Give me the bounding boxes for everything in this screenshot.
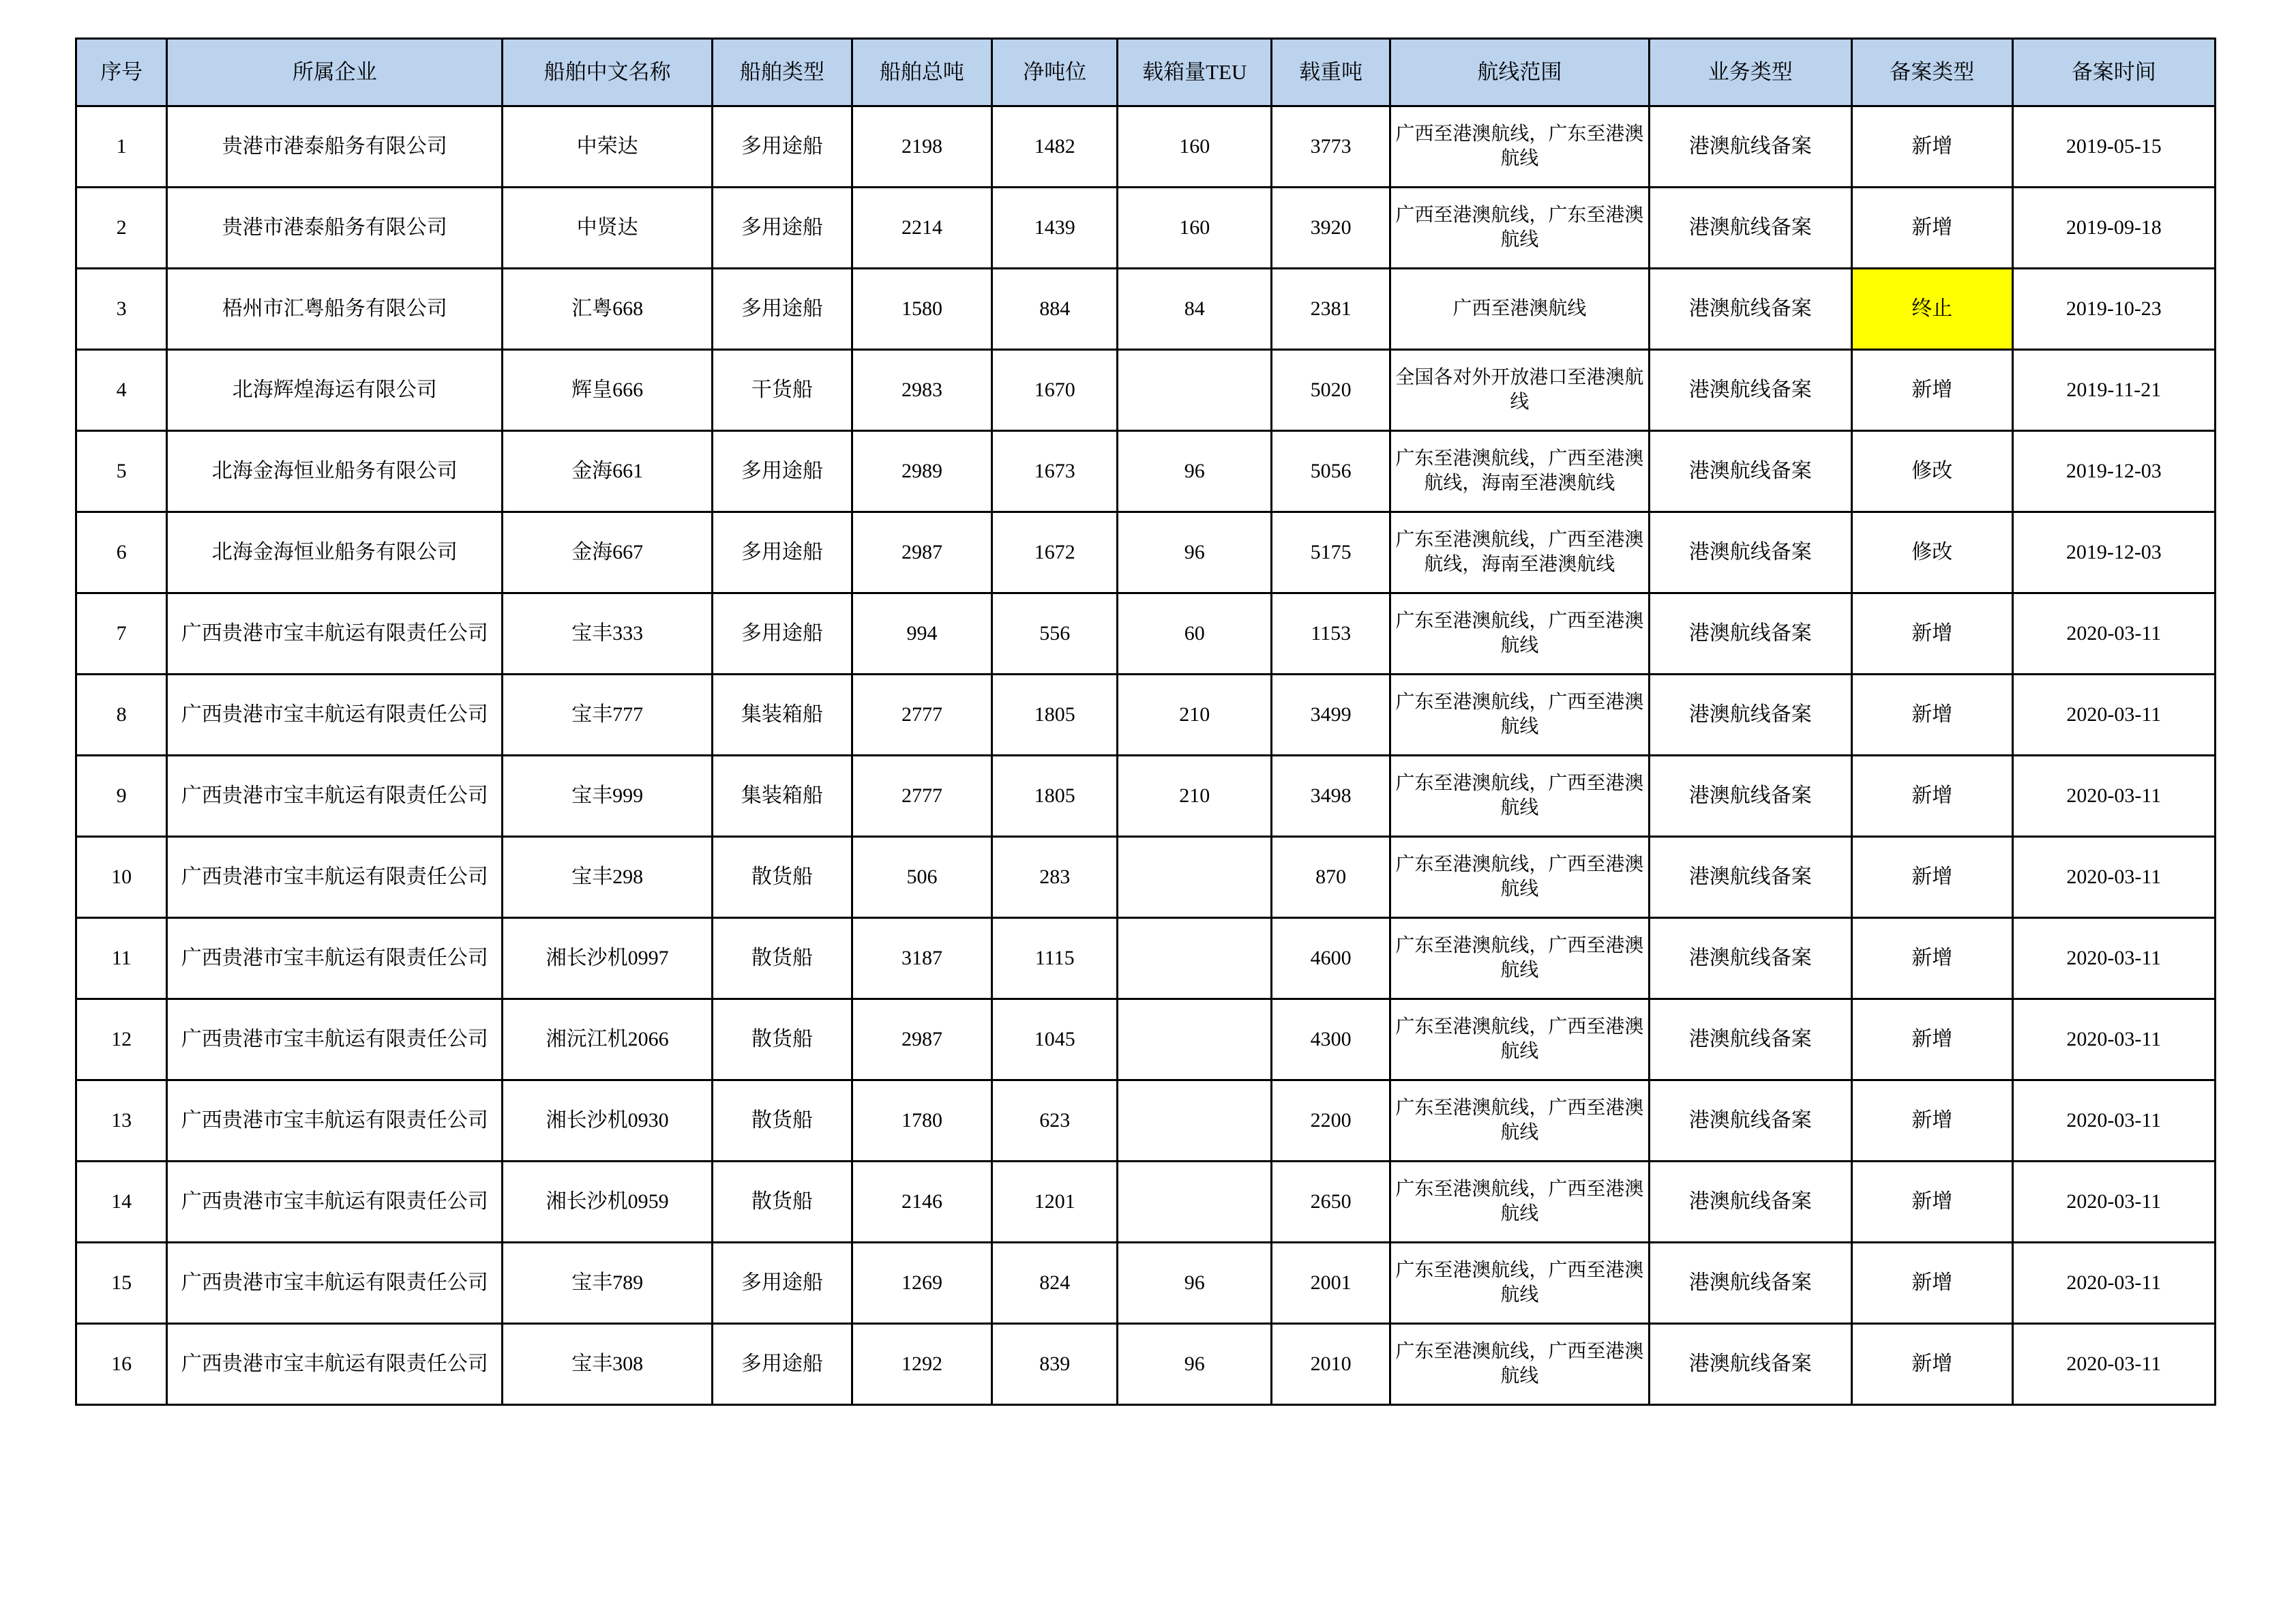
cell-deadweight: 2381 <box>1272 269 1390 350</box>
table-row <box>76 269 2216 350</box>
cell-ship-type: 散货船 <box>712 999 852 1080</box>
cell-gross-tonnage: 1780 <box>852 1080 992 1162</box>
table-row <box>76 106 2216 188</box>
cell-seq: 12 <box>76 999 167 1080</box>
cell-route-text: 广西至港澳航线，广东至港澳航线 <box>1395 205 1644 250</box>
cell-business-type: 港澳航线备案 <box>1649 675 1851 756</box>
cell-company: 广西贵港市宝丰航运有限责任公司 <box>167 999 503 1080</box>
cell-record-date: 2020-03-11 <box>2012 756 2215 837</box>
cell-business-type: 港澳航线备案 <box>1649 512 1851 593</box>
cell-record-date: 2019-05-15 <box>2012 106 2215 188</box>
table-row <box>76 675 2216 756</box>
cell-ship-name: 辉皇666 <box>503 350 713 431</box>
cell-business-type: 港澳航线备案 <box>1649 756 1851 837</box>
cell-business-type: 港澳航线备案 <box>1649 1162 1851 1243</box>
cell-seq: 11 <box>76 918 167 999</box>
cell-net-tonnage: 1439 <box>992 188 1118 269</box>
cell-company: 广西贵港市宝丰航运有限责任公司 <box>167 1324 503 1405</box>
cell-gross-tonnage: 2198 <box>852 106 992 188</box>
cell-teu: 96 <box>1118 1324 1272 1405</box>
cell-net-tonnage: 824 <box>992 1243 1118 1324</box>
cell-deadweight: 5175 <box>1272 512 1390 593</box>
cell-net-tonnage: 1673 <box>992 431 1118 512</box>
cell-record-type: 新增 <box>1851 999 2012 1080</box>
cell-record-date: 2019-10-23 <box>2012 269 2215 350</box>
cell-seq: 9 <box>76 756 167 837</box>
cell-record-type: 新增 <box>1851 1080 2012 1162</box>
cell-gross-tonnage: 2989 <box>852 431 992 512</box>
cell-net-tonnage: 1045 <box>992 999 1118 1080</box>
cell-gross-tonnage: 506 <box>852 837 992 918</box>
cell-route <box>1390 350 1649 431</box>
cell-net-tonnage: 1805 <box>992 756 1118 837</box>
cell-net-tonnage: 1482 <box>992 106 1118 188</box>
cell-gross-tonnage: 1292 <box>852 1324 992 1405</box>
cell-ship-type: 多用途船 <box>712 593 852 675</box>
cell-teu: 210 <box>1118 675 1272 756</box>
cell-company: 北海辉煌海运有限公司 <box>167 350 503 431</box>
cell-route <box>1390 1162 1649 1243</box>
cell-company: 广西贵港市宝丰航运有限责任公司 <box>167 1162 503 1243</box>
cell-route <box>1390 675 1649 756</box>
cell-route <box>1390 999 1649 1080</box>
cell-gross-tonnage: 2214 <box>852 188 992 269</box>
cell-route-text: 广东至港澳航线，广西至港澳航线 <box>1395 1016 1644 1062</box>
cell-route <box>1390 1243 1649 1324</box>
cell-route <box>1390 1080 1649 1162</box>
cell-ship-type: 散货船 <box>712 918 852 999</box>
cell-gross-tonnage: 2987 <box>852 999 992 1080</box>
cell-record-type: 新增 <box>1851 756 2012 837</box>
cell-net-tonnage: 623 <box>992 1080 1118 1162</box>
cell-deadweight: 5056 <box>1272 431 1390 512</box>
cell-gross-tonnage: 2777 <box>852 756 992 837</box>
cell-record-type: 新增 <box>1851 106 2012 188</box>
cell-route <box>1390 593 1649 675</box>
cell-company: 广西贵港市宝丰航运有限责任公司 <box>167 837 503 918</box>
cell-record-type: 新增 <box>1851 593 2012 675</box>
cell-company: 北海金海恒业船务有限公司 <box>167 512 503 593</box>
cell-ship-name: 湘沅江机2066 <box>503 999 713 1080</box>
cell-teu: 96 <box>1118 512 1272 593</box>
cell-deadweight: 3773 <box>1272 106 1390 188</box>
cell-ship-name: 金海667 <box>503 512 713 593</box>
cell-teu <box>1118 350 1272 431</box>
table-row <box>76 1162 2216 1243</box>
cell-teu: 160 <box>1118 188 1272 269</box>
cell-business-type: 港澳航线备案 <box>1649 1324 1851 1405</box>
cell-record-type: 新增 <box>1851 675 2012 756</box>
cell-deadweight: 3920 <box>1272 188 1390 269</box>
cell-teu: 84 <box>1118 269 1272 350</box>
cell-ship-name: 宝丰308 <box>503 1324 713 1405</box>
column-header-seq: 序号 <box>76 39 167 106</box>
cell-seq: 15 <box>76 1243 167 1324</box>
cell-deadweight: 3498 <box>1272 756 1390 837</box>
cell-ship-type: 集装箱船 <box>712 675 852 756</box>
cell-route-text: 广东至港澳航线，广西至港澳航线，海南至港澳航线 <box>1395 448 1644 494</box>
cell-route <box>1390 918 1649 999</box>
cell-record-date: 2020-03-11 <box>2012 999 2215 1080</box>
cell-net-tonnage: 1201 <box>992 1162 1118 1243</box>
cell-business-type: 港澳航线备案 <box>1649 1243 1851 1324</box>
cell-deadweight: 2650 <box>1272 1162 1390 1243</box>
cell-net-tonnage: 839 <box>992 1324 1118 1405</box>
cell-record-type: 新增 <box>1851 918 2012 999</box>
cell-ship-name: 金海661 <box>503 431 713 512</box>
cell-seq: 4 <box>76 350 167 431</box>
ship-record-table <box>75 38 2216 1406</box>
cell-seq: 14 <box>76 1162 167 1243</box>
cell-seq: 10 <box>76 837 167 918</box>
cell-ship-name: 中贤达 <box>503 188 713 269</box>
cell-teu <box>1118 1162 1272 1243</box>
table-row <box>76 999 2216 1080</box>
column-header-record-type: 备案类型 <box>1851 39 2012 106</box>
cell-route-text: 广东至港澳航线，广西至港澳航线，海南至港澳航线 <box>1395 529 1644 575</box>
cell-gross-tonnage: 3187 <box>852 918 992 999</box>
cell-ship-type: 散货船 <box>712 837 852 918</box>
cell-ship-type: 集装箱船 <box>712 756 852 837</box>
cell-route-text: 广东至港澳航线，广西至港澳航线 <box>1395 610 1644 656</box>
cell-company: 贵港市港泰船务有限公司 <box>167 106 503 188</box>
cell-route-text: 广东至港澳航线，广西至港澳航线 <box>1395 773 1644 818</box>
cell-route <box>1390 1324 1649 1405</box>
cell-route-text: 广东至港澳航线，广西至港澳航线 <box>1395 854 1644 900</box>
cell-business-type: 港澳航线备案 <box>1649 350 1851 431</box>
table-header <box>76 39 2216 106</box>
cell-route <box>1390 837 1649 918</box>
cell-teu <box>1118 918 1272 999</box>
cell-company: 广西贵港市宝丰航运有限责任公司 <box>167 756 503 837</box>
cell-record-type: 新增 <box>1851 1162 2012 1243</box>
cell-gross-tonnage: 1580 <box>852 269 992 350</box>
cell-record-type: 终止 <box>1851 269 2012 350</box>
cell-seq: 6 <box>76 512 167 593</box>
column-header-gross-tonnage: 船舶总吨 <box>852 39 992 106</box>
cell-ship-name: 宝丰789 <box>503 1243 713 1324</box>
cell-deadweight: 5020 <box>1272 350 1390 431</box>
cell-seq: 8 <box>76 675 167 756</box>
cell-route-text: 广东至港澳航线，广西至港澳航线 <box>1395 1179 1644 1224</box>
cell-route <box>1390 431 1649 512</box>
table-row <box>76 431 2216 512</box>
cell-record-date: 2020-03-11 <box>2012 1324 2215 1405</box>
cell-business-type: 港澳航线备案 <box>1649 593 1851 675</box>
cell-ship-type: 多用途船 <box>712 269 852 350</box>
cell-ship-type: 多用途船 <box>712 1243 852 1324</box>
cell-deadweight: 2200 <box>1272 1080 1390 1162</box>
cell-route-text: 广东至港澳航线，广西至港澳航线 <box>1395 692 1644 737</box>
cell-record-date: 2020-03-11 <box>2012 1243 2215 1324</box>
cell-route <box>1390 106 1649 188</box>
cell-company: 贵港市港泰船务有限公司 <box>167 188 503 269</box>
cell-ship-type: 多用途船 <box>712 431 852 512</box>
cell-route-text: 广东至港澳航线，广西至港澳航线 <box>1395 1260 1644 1305</box>
table-row <box>76 1080 2216 1162</box>
table-header-row <box>76 39 2216 106</box>
table-row <box>76 188 2216 269</box>
cell-deadweight: 1153 <box>1272 593 1390 675</box>
cell-net-tonnage: 884 <box>992 269 1118 350</box>
cell-net-tonnage: 1670 <box>992 350 1118 431</box>
cell-gross-tonnage: 994 <box>852 593 992 675</box>
cell-business-type: 港澳航线备案 <box>1649 999 1851 1080</box>
cell-seq: 3 <box>76 269 167 350</box>
table-row <box>76 756 2216 837</box>
cell-ship-name: 汇粤668 <box>503 269 713 350</box>
cell-seq: 13 <box>76 1080 167 1162</box>
cell-seq: 7 <box>76 593 167 675</box>
cell-company: 广西贵港市宝丰航运有限责任公司 <box>167 675 503 756</box>
cell-seq: 2 <box>76 188 167 269</box>
cell-route-text: 广东至港澳航线，广西至港澳航线 <box>1395 935 1644 981</box>
cell-record-date: 2019-09-18 <box>2012 188 2215 269</box>
cell-record-date: 2019-11-21 <box>2012 350 2215 431</box>
cell-teu: 60 <box>1118 593 1272 675</box>
cell-deadweight: 4300 <box>1272 999 1390 1080</box>
cell-business-type: 港澳航线备案 <box>1649 837 1851 918</box>
table-row <box>76 837 2216 918</box>
cell-company: 广西贵港市宝丰航运有限责任公司 <box>167 1080 503 1162</box>
cell-record-type: 新增 <box>1851 837 2012 918</box>
cell-route <box>1390 269 1649 350</box>
cell-business-type: 港澳航线备案 <box>1649 1080 1851 1162</box>
cell-teu: 210 <box>1118 756 1272 837</box>
cell-route-text: 广东至港澳航线，广西至港澳航线 <box>1395 1097 1644 1143</box>
column-header-business-type: 业务类型 <box>1649 39 1851 106</box>
cell-seq: 1 <box>76 106 167 188</box>
cell-ship-name: 宝丰298 <box>503 837 713 918</box>
cell-gross-tonnage: 2987 <box>852 512 992 593</box>
cell-ship-type: 散货船 <box>712 1080 852 1162</box>
cell-company: 广西贵港市宝丰航运有限责任公司 <box>167 918 503 999</box>
cell-ship-type: 多用途船 <box>712 512 852 593</box>
cell-ship-name: 宝丰333 <box>503 593 713 675</box>
cell-record-type: 新增 <box>1851 1243 2012 1324</box>
column-header-deadweight: 载重吨 <box>1272 39 1390 106</box>
cell-record-date: 2020-03-11 <box>2012 837 2215 918</box>
cell-net-tonnage: 283 <box>992 837 1118 918</box>
cell-teu: 96 <box>1118 1243 1272 1324</box>
cell-company: 广西贵港市宝丰航运有限责任公司 <box>167 1243 503 1324</box>
cell-business-type: 港澳航线备案 <box>1649 918 1851 999</box>
cell-deadweight: 4600 <box>1272 918 1390 999</box>
cell-ship-name: 中荣达 <box>503 106 713 188</box>
cell-deadweight: 2010 <box>1272 1324 1390 1405</box>
table-row <box>76 918 2216 999</box>
cell-ship-name: 湘长沙机0959 <box>503 1162 713 1243</box>
cell-teu <box>1118 1080 1272 1162</box>
cell-teu: 96 <box>1118 431 1272 512</box>
cell-record-type: 修改 <box>1851 512 2012 593</box>
table-row <box>76 593 2216 675</box>
table-row <box>76 350 2216 431</box>
cell-net-tonnage: 1115 <box>992 918 1118 999</box>
cell-route-text: 全国各对外开放港口至港澳航线 <box>1395 367 1644 413</box>
column-header-company: 所属企业 <box>167 39 503 106</box>
cell-business-type: 港澳航线备案 <box>1649 188 1851 269</box>
cell-record-date: 2019-12-03 <box>2012 431 2215 512</box>
cell-route-text: 广西至港澳航线 <box>1452 298 1587 320</box>
cell-record-date: 2020-03-11 <box>2012 593 2215 675</box>
cell-company: 广西贵港市宝丰航运有限责任公司 <box>167 593 503 675</box>
cell-route <box>1390 188 1649 269</box>
cell-record-type: 新增 <box>1851 350 2012 431</box>
column-header-net-tonnage: 净吨位 <box>992 39 1118 106</box>
column-header-record-date: 备案时间 <box>2012 39 2215 106</box>
cell-net-tonnage: 1805 <box>992 675 1118 756</box>
cell-route <box>1390 756 1649 837</box>
table-row <box>76 1324 2216 1405</box>
cell-company: 北海金海恒业船务有限公司 <box>167 431 503 512</box>
cell-teu: 160 <box>1118 106 1272 188</box>
cell-gross-tonnage: 2777 <box>852 675 992 756</box>
cell-business-type: 港澳航线备案 <box>1649 431 1851 512</box>
cell-record-type: 修改 <box>1851 431 2012 512</box>
column-header-route: 航线范围 <box>1390 39 1649 106</box>
cell-deadweight: 870 <box>1272 837 1390 918</box>
cell-ship-type: 散货船 <box>712 1162 852 1243</box>
table-body <box>76 106 2216 1405</box>
cell-seq: 16 <box>76 1324 167 1405</box>
cell-seq: 5 <box>76 431 167 512</box>
table-row <box>76 1243 2216 1324</box>
cell-net-tonnage: 556 <box>992 593 1118 675</box>
cell-record-date: 2020-03-11 <box>2012 1162 2215 1243</box>
cell-ship-name: 宝丰777 <box>503 675 713 756</box>
cell-deadweight: 2001 <box>1272 1243 1390 1324</box>
cell-ship-type: 多用途船 <box>712 106 852 188</box>
cell-ship-type: 多用途船 <box>712 1324 852 1405</box>
cell-record-date: 2020-03-11 <box>2012 918 2215 999</box>
cell-record-type: 新增 <box>1851 188 2012 269</box>
cell-teu <box>1118 837 1272 918</box>
cell-ship-type: 多用途船 <box>712 188 852 269</box>
cell-deadweight: 3499 <box>1272 675 1390 756</box>
cell-gross-tonnage: 2983 <box>852 350 992 431</box>
cell-ship-name: 湘长沙机0930 <box>503 1080 713 1162</box>
cell-net-tonnage: 1672 <box>992 512 1118 593</box>
cell-gross-tonnage: 2146 <box>852 1162 992 1243</box>
cell-record-date: 2019-12-03 <box>2012 512 2215 593</box>
cell-ship-type: 干货船 <box>712 350 852 431</box>
cell-business-type: 港澳航线备案 <box>1649 269 1851 350</box>
cell-record-type: 新增 <box>1851 1324 2012 1405</box>
table-row <box>76 512 2216 593</box>
cell-route <box>1390 512 1649 593</box>
cell-route-text: 广西至港澳航线，广东至港澳航线 <box>1395 123 1644 169</box>
cell-record-date: 2020-03-11 <box>2012 1080 2215 1162</box>
column-header-teu: 载箱量TEU <box>1118 39 1272 106</box>
cell-teu <box>1118 999 1272 1080</box>
cell-business-type: 港澳航线备案 <box>1649 106 1851 188</box>
cell-gross-tonnage: 1269 <box>852 1243 992 1324</box>
cell-ship-name: 湘长沙机0997 <box>503 918 713 999</box>
column-header-ship-name: 船舶中文名称 <box>503 39 713 106</box>
cell-record-date: 2020-03-11 <box>2012 675 2215 756</box>
cell-route-text: 广东至港澳航线，广西至港澳航线 <box>1395 1341 1644 1387</box>
cell-ship-name: 宝丰999 <box>503 756 713 837</box>
column-header-ship-type: 船舶类型 <box>712 39 852 106</box>
cell-company: 梧州市汇粤船务有限公司 <box>167 269 503 350</box>
